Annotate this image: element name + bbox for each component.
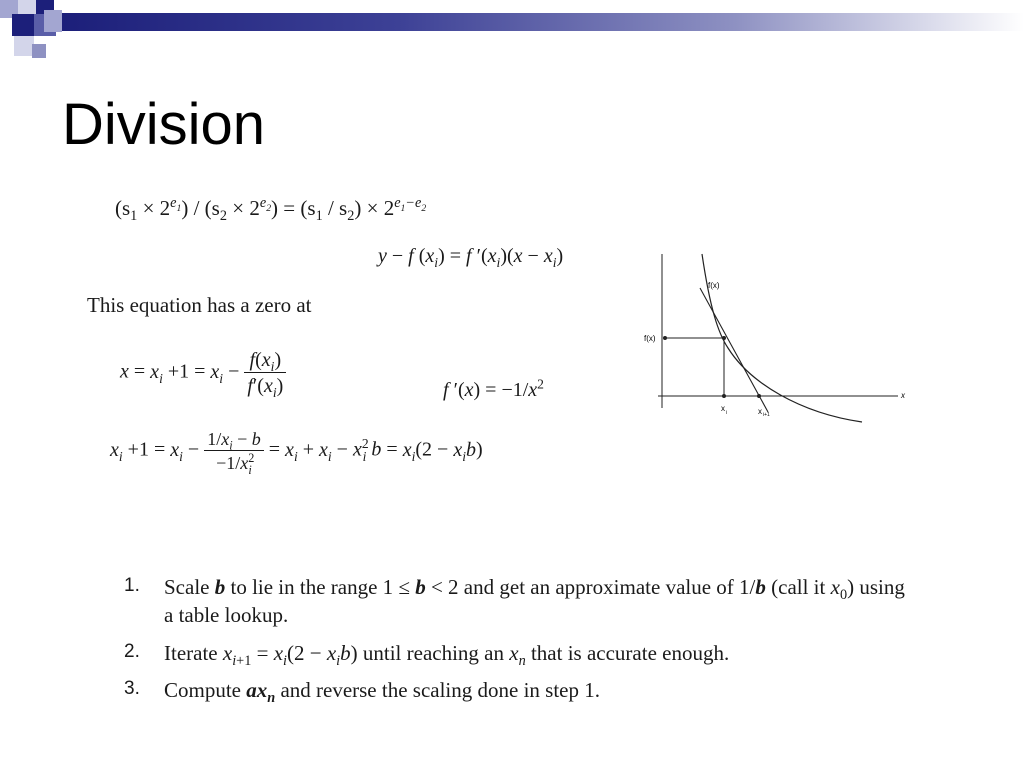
fx-axis-point — [663, 336, 667, 340]
title-bar-gradient — [62, 13, 1024, 31]
xi1-label: x — [758, 407, 762, 416]
projection-lines — [665, 338, 724, 396]
decor-square-6 — [44, 10, 62, 32]
step-1: 1. Scale b to lie in the range 1 ≤ b < 2 and get an approximate value of 1/b (call it $x_0$) using a table lookup. — [124, 575, 905, 628]
point-label: f(x) — [644, 334, 656, 343]
equation-1: $(s_1 \times 2^{e_1}) / (s_2 \times 2^{e_2}) = (s_1 / s_2) \times 2^{e_1-e_2}$ — [115, 195, 427, 225]
step-number: 1. — [124, 575, 140, 596]
steps-list — [124, 573, 914, 713]
page-title: Division — [62, 92, 266, 157]
intro-text: This equation has a zero at — [87, 293, 312, 317]
xi1-subscript: i+1 — [763, 412, 770, 418]
equation-3: $x = x_i +1 = x_i$ − $\frac{f(x_i)}{f'(x_i)}$ — [120, 350, 286, 396]
x-axis-label: x — [901, 391, 905, 400]
step-number: 3. — [124, 678, 140, 700]
step-number: 2. — [124, 640, 140, 662]
step-3: 3. Compute $ax_n$ and reverse the scaling done in step 1. — [124, 678, 601, 707]
decor-square-7 — [14, 36, 34, 56]
xi-subscript: i — [726, 410, 728, 416]
tangent-point — [722, 336, 726, 340]
curve-label: f(x) — [708, 281, 720, 290]
equation-5: $x_i +1 = x_i$ − $\frac{1/x_i - b}{-1/x^2_i}$ = $x_i + x_i - x^2_i$ $b = x_i(2 - x_ib)$ — [110, 429, 483, 477]
decor-square-4 — [12, 14, 34, 36]
equation-2: y − f $(x_i) = f$ $'(x_i)(x - x_i)$ — [378, 245, 564, 270]
xi-label: x — [721, 404, 725, 413]
newton-tangent-diagram — [640, 248, 910, 428]
xi-point — [722, 394, 726, 398]
xi1-point — [757, 394, 761, 398]
step-2: 2. Iterate $x_{i+1} = x_i(2 - x_ib)$ until reaching an $x_n$ that is accurate enough. — [124, 640, 730, 669]
tangent-line — [700, 288, 768, 412]
decor-square-8 — [32, 44, 46, 58]
equation-4: f $'(x) = -1/x^2$ — [443, 376, 544, 401]
